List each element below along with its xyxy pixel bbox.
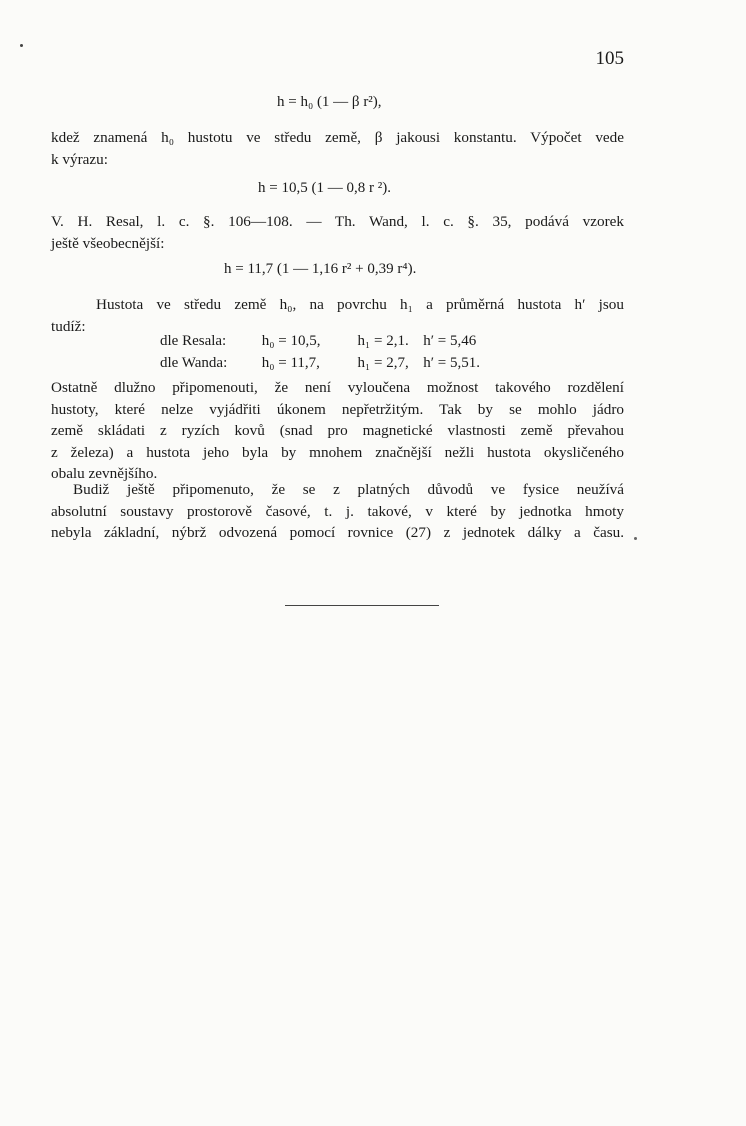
text-line: země skládati z ryzích kovů (snad pro magnetické vlastnosti země převahou	[51, 422, 624, 439]
paragraph-1	[51, 127, 624, 170]
text-line: tudíž:	[51, 317, 86, 335]
page-number: 105	[595, 48, 624, 69]
paragraph-5	[51, 479, 624, 544]
text-line: V. H. Resal, l. c. §. 106—108. — Th. Wand, l. c. §. 35, podává vzorek	[51, 213, 624, 230]
table-hprime: h′ = 5,46	[423, 333, 477, 349]
table-h1: h₁ = 2,1.	[357, 333, 409, 349]
text-line: nebyla základní, nýbrž odvozená pomocí rovnice (27) z jednotek dálky a času.	[51, 524, 624, 541]
text-line: z železa) a hustota jeho byla by mnohem značnější nežli hustota okysličeného	[51, 443, 624, 461]
table-label: dle Wanda:	[160, 355, 228, 371]
scan-speck	[20, 44, 23, 47]
table-h0: h₀ = 11,7,	[261, 355, 320, 371]
text-line: obalu zevnějšího.	[51, 465, 158, 482]
scan-speck	[634, 537, 637, 540]
text-line: k výrazu:	[51, 150, 108, 168]
text-line: Budiž ještě připomenuto, že se z platných důvodů ve fysice neužívá	[73, 481, 624, 498]
section-divider	[285, 605, 439, 606]
table-hprime: h′ = 5,51.	[423, 355, 480, 371]
text-line: Hustota ve středu země h₀, na povrchu h₁ a průměrná hustota h′ jsou	[96, 296, 624, 313]
formula-density-law: h = h₀ (1 — β r²),	[277, 94, 382, 110]
table-row	[160, 355, 480, 372]
text-line: ještě všeobecnější:	[51, 234, 165, 252]
table-h1: h₁ = 2,7,	[357, 355, 409, 371]
text-line: hustoty, které nelze vyjádřiti úkonem nepřetržitým. Tak by se mohlo jádro	[51, 400, 624, 418]
paragraph-3	[51, 294, 624, 337]
paragraph-4	[51, 377, 624, 485]
table-label: dle Resala:	[160, 333, 227, 349]
formula-resal: h = 10,5 (1 — 0,8 r ²).	[258, 180, 391, 196]
table-row	[160, 333, 476, 350]
paragraph-2	[51, 211, 624, 254]
text-line: absolutní soustavy prostorově časové, t. j. takové, v které by jednotka hmoty	[51, 502, 624, 520]
text-line: Ostatně dlužno připomenouti, že není vyloučena možnost takového rozdělení	[51, 379, 624, 396]
text-line: kdež znamená h₀ hustotu ve středu země, β jakousi konstantu. Výpočet vede	[51, 129, 624, 146]
formula-wand: h = 11,7 (1 — 1,16 r² + 0,39 r⁴).	[224, 261, 417, 277]
table-h0: h₀ = 10,5,	[261, 333, 321, 349]
